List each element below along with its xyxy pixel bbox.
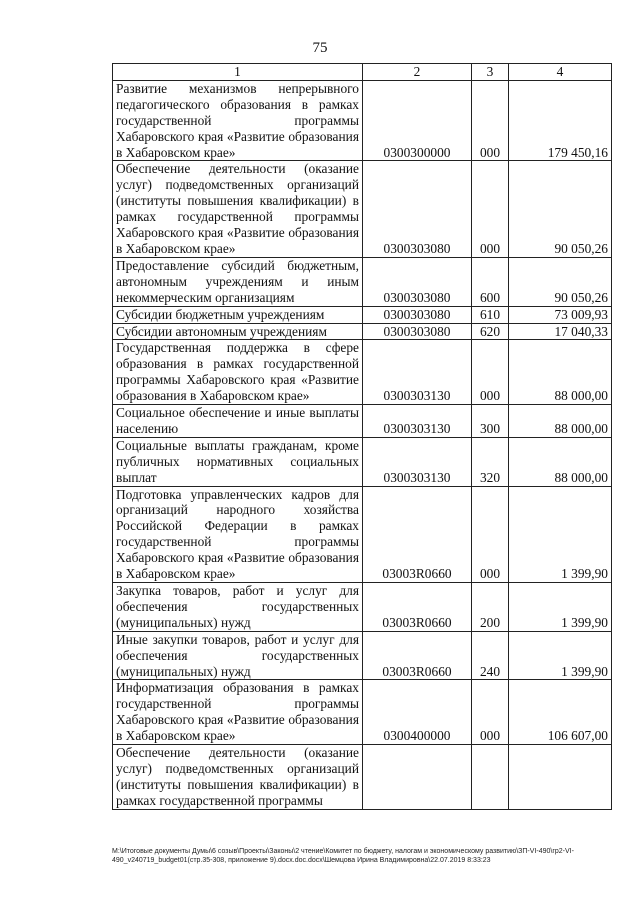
row-amount-cell: 88 000,00 [509,437,612,486]
table-body [113,80,612,809]
table-row [113,257,612,306]
row-expense-type-cell: 620 [472,323,509,340]
page-number: 75 [312,40,328,56]
row-code-cell: 0300303130 [363,405,472,438]
table-row [113,437,612,486]
table-header-row [113,64,612,81]
row-name-cell: Государственная поддержка в сфере образования в рамках государственной программы Хабаровского края «Развитие образования в Хабаровском крае» [113,340,363,405]
row-expense-type-cell: 240 [472,631,509,680]
table-row [113,323,612,340]
row-name-cell: Субсидии автономным учреждениям [113,323,363,340]
table-row [113,680,612,745]
row-name-cell: Иные закупки товаров, работ и услуг для обеспечения государственных (муниципальных) нужд [113,631,363,680]
row-amount-cell: 90 050,26 [509,161,612,257]
row-name-cell: Информатизация образования в рамках государственной программы Хабаровского края «Развитие образования в Хабаровском крае» [113,680,363,745]
row-code-cell [363,745,472,810]
table-row [113,405,612,438]
row-expense-type-cell: 600 [472,257,509,306]
column-header: 4 [509,64,612,81]
table-row [113,486,612,582]
row-name-cell: Развитие механизмов непрерывного педагогического образования в рамках государственной программы Хабаровского края «Развитие образования в Хабаровском крае» [113,80,363,161]
row-amount-cell: 1 399,90 [509,631,612,680]
budget-table [112,63,612,810]
row-code-cell: 0300400000 [363,680,472,745]
file-path-footer: M:\Итоговые документы Думы\6 созыв\Проекты\Законы\2 чтение\Комитет по бюджету, налогам и экономическому развитию\ЗП-VI-490\гр2-VI-490_v240719_budget01(стр.35-308, приложение 9).docx.doc.docx\Шемцова Ирина Владимировна\22.07.2019 8:33:23 [112,848,574,864]
row-code-cell: 03003R0660 [363,631,472,680]
row-amount-cell [509,745,612,810]
row-expense-type-cell [472,745,509,810]
row-amount-cell: 106 607,00 [509,680,612,745]
row-code-cell: 0300303080 [363,161,472,257]
row-expense-type-cell: 300 [472,405,509,438]
row-name-cell: Субсидии бюджетным учреждениям [113,306,363,323]
column-header: 3 [472,64,509,81]
row-code-cell: 03003R0660 [363,486,472,582]
row-amount-cell: 73 009,93 [509,306,612,323]
row-amount-cell: 88 000,00 [509,405,612,438]
row-expense-type-cell: 000 [472,680,509,745]
row-code-cell: 0300303130 [363,340,472,405]
row-amount-cell: 90 050,26 [509,257,612,306]
row-expense-type-cell: 000 [472,161,509,257]
row-name-cell: Подготовка управленческих кадров для организаций народного хозяйства Российской Федерации в рамках государственной программы Хабаровского края «Развитие образования в Хабаровском крае» [113,486,363,582]
row-name-cell: Социальное обеспечение и иные выплаты населению [113,405,363,438]
table-row [113,340,612,405]
row-name-cell: Предоставление субсидий бюджетным, автономным учреждениям и иным некоммерческим организациям [113,257,363,306]
row-amount-cell: 1 399,90 [509,583,612,632]
table-row [113,583,612,632]
row-expense-type-cell: 200 [472,583,509,632]
row-code-cell: 0300303080 [363,257,472,306]
row-amount-cell: 179 450,16 [509,80,612,161]
table-row [113,631,612,680]
row-expense-type-cell: 000 [472,80,509,161]
row-expense-type-cell: 000 [472,486,509,582]
column-header: 1 [113,64,363,81]
row-code-cell: 0300300000 [363,80,472,161]
row-expense-type-cell: 320 [472,437,509,486]
row-code-cell: 03003R0660 [363,583,472,632]
row-code-cell: 0300303080 [363,306,472,323]
table-row [113,80,612,161]
row-amount-cell: 1 399,90 [509,486,612,582]
row-name-cell: Обеспечение деятельности (оказание услуг) подведомственных организаций (институты повышения квалификации) в рамках государственной программы Хабаровского края «Развитие образования в Хабаровском крае» [113,161,363,257]
table-row [113,745,612,810]
table-row [113,161,612,257]
row-name-cell: Обеспечение деятельности (оказание услуг) подведомственных организаций (институты повышения квалификации) в рамках государственной программы [113,745,363,810]
row-name-cell: Закупка товаров, работ и услуг для обеспечения государственных (муниципальных) нужд [113,583,363,632]
row-expense-type-cell: 610 [472,306,509,323]
row-name-cell: Социальные выплаты гражданам, кроме публичных нормативных социальных выплат [113,437,363,486]
row-expense-type-cell: 000 [472,340,509,405]
row-amount-cell: 17 040,33 [509,323,612,340]
row-code-cell: 0300303080 [363,323,472,340]
table-row [113,306,612,323]
row-amount-cell: 88 000,00 [509,340,612,405]
column-header: 2 [363,64,472,81]
row-code-cell: 0300303130 [363,437,472,486]
